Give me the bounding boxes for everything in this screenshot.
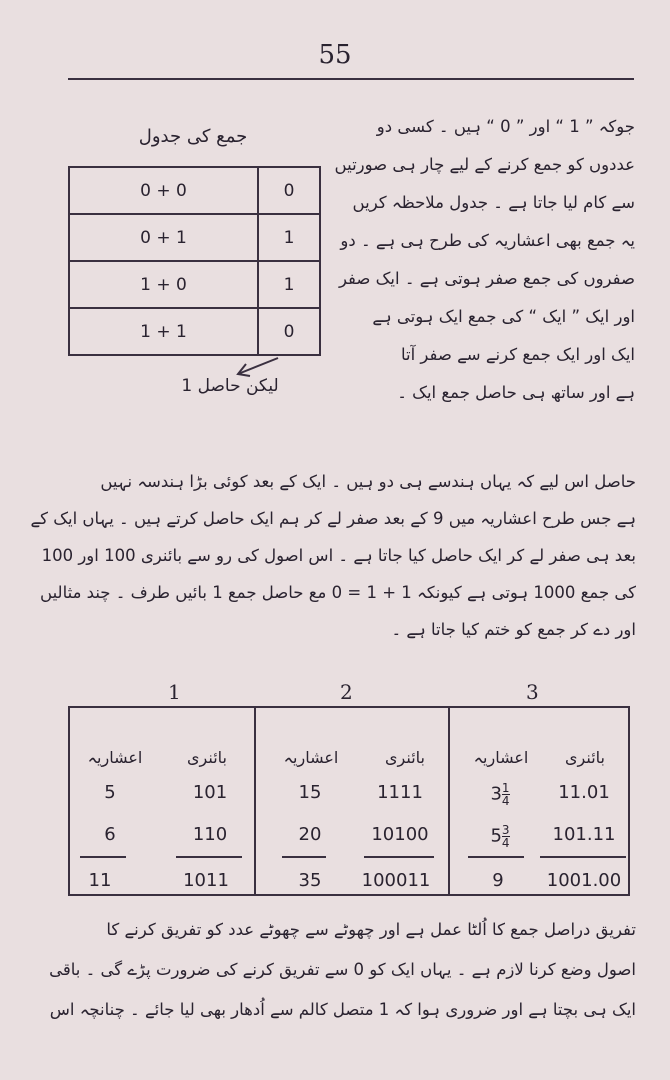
- footer-line: ایک ہی بچتا ہے اور ضروری ہوا کہ 1 متصل کالم سے اُدھار بھی لیا جائے ۔ چنانچہ اس: [49, 1000, 636, 1019]
- header-binary: بائنری: [187, 748, 227, 767]
- binary-total: 1011: [183, 870, 229, 891]
- binary-total: 1001.00: [546, 870, 622, 891]
- sum-expression: 0 + 1: [69, 214, 258, 261]
- examples-table: [68, 706, 630, 896]
- sum-expression: 1 + 1: [69, 308, 258, 355]
- intro-line: ایک اور ایک جمع کرنے سے صفر آتا: [400, 345, 635, 364]
- paragraph-line: حاصل اس لیے کہ یہاں ہندسے ہی دو ہیں ۔ ایک کے بعد کوئی بڑا ہندسہ نہیں: [100, 472, 636, 491]
- numerator: 1: [501, 781, 510, 795]
- denominator: 4: [501, 794, 510, 808]
- intro-line: ہے اور ساتھ ہی حاصل جمع ایک ۔: [397, 383, 635, 402]
- header-rule: [68, 78, 634, 80]
- header-decimal: اعشاریہ: [473, 748, 529, 767]
- binary-total: 100011: [361, 870, 431, 891]
- header-decimal: اعشاریہ: [87, 748, 143, 767]
- paragraph-line: بعد ہی صفر لے کر ایک حاصل کیا جاتا ہے ۔ اس اصول کی رو سے بائنری 100 اور 100: [41, 546, 636, 565]
- intro-text: [335, 108, 635, 412]
- table-row: [69, 261, 320, 308]
- decimal-value: 6: [104, 824, 116, 845]
- header-decimal: اعشاریہ: [283, 748, 339, 767]
- sum-line: [80, 856, 126, 858]
- intro-line: یہ جمع بھی اعشاریہ کی طرح ہی ہے ۔ دو: [340, 231, 635, 250]
- intro-line: جوکہ ” 1 “ اور ” 0 “ ہیں ۔ کسی دو: [376, 117, 635, 136]
- page-number: 55: [318, 40, 352, 70]
- sum-expression: 1 + 0: [69, 261, 258, 308]
- table-row: [69, 308, 320, 355]
- example-label-3: 3: [526, 680, 539, 704]
- intro-line: سے کام لیا جاتا ہے ۔ جدول ملاحظہ کریں: [352, 193, 635, 212]
- binary-value: 11.01: [558, 782, 610, 803]
- decimal-total: 11: [88, 870, 112, 891]
- sum-line: [364, 856, 434, 858]
- decimal-value: 15: [298, 782, 322, 803]
- sum-result: 0: [258, 167, 320, 214]
- fraction: [502, 782, 510, 807]
- sum-result: 1: [258, 214, 320, 261]
- footer-line: اصول وضع کرنا لازم ہے ۔ یہاں ایک کو 0 سے تفریق کرنے کی ضرورت پڑے گی ۔ باقی: [49, 960, 636, 979]
- sum-table-title: جمع کی جدول: [138, 126, 248, 147]
- body-paragraph: [30, 463, 636, 648]
- sum-line: [540, 856, 626, 858]
- binary-value: 10100: [371, 824, 429, 845]
- table-row: [69, 167, 320, 214]
- intro-line: صفروں کی جمع صفر ہوتی ہے ۔ ایک صفر: [338, 269, 635, 288]
- table-row: [69, 214, 320, 261]
- sum-line: [282, 856, 326, 858]
- whole-part: 3: [490, 783, 502, 805]
- header-binary: بائنری: [565, 748, 605, 767]
- denominator: 4: [501, 836, 510, 850]
- sum-result: 0: [258, 308, 320, 355]
- intro-line: اور ایک ” ایک “ کی جمع ایک ہوتی ہے: [372, 307, 635, 326]
- binary-value: 1111: [377, 782, 423, 803]
- footer-line: تفریق دراصل جمع کا اُلٹا عمل ہے اور چھوٹے سے چھوٹے عدد کو تفریق کرنے کا: [106, 920, 636, 939]
- sum-result: 1: [258, 261, 320, 308]
- sum-line: [468, 856, 524, 858]
- binary-value: 101: [192, 782, 228, 803]
- decimal-value: 20: [298, 824, 322, 845]
- paragraph-line: ہے جس طرح اعشاریہ میں 9 کے بعد صفر لے کر ہم ایک حاصل کرتے ہیں ۔ یہاں ایک کے: [30, 509, 636, 528]
- binary-value: 101.11: [552, 824, 616, 845]
- decimal-value: 5: [104, 782, 116, 803]
- fraction: [502, 824, 510, 849]
- footer-paragraph: [49, 910, 636, 1030]
- header-binary: بائنری: [385, 748, 425, 767]
- decimal-total: 35: [298, 870, 322, 891]
- sum-expression: 0 + 0: [69, 167, 258, 214]
- paragraph-line: کی جمع 1000 ہوتی ہے کیونکہ 1 + 1 = 0 مع حاصل جمع 1 بائیں طرف ۔ چند مثالیں: [40, 583, 636, 602]
- example-label-1: 1: [168, 680, 181, 704]
- paragraph-line: اور دے کر جمع کو ختم کیا جاتا ہے ۔: [391, 620, 636, 639]
- example-label-2: 2: [340, 680, 353, 704]
- numerator: 3: [501, 823, 510, 837]
- whole-part: 5: [490, 825, 502, 847]
- binary-value: 110: [192, 824, 228, 845]
- sum-table: [68, 166, 321, 356]
- carry-note: لیکن حاصل 1: [181, 376, 279, 396]
- decimal-total: 9: [492, 870, 504, 891]
- intro-line: عددوں کو جمع کرنے کے لیے چار ہی صورتیں: [334, 155, 635, 174]
- sum-line: [176, 856, 242, 858]
